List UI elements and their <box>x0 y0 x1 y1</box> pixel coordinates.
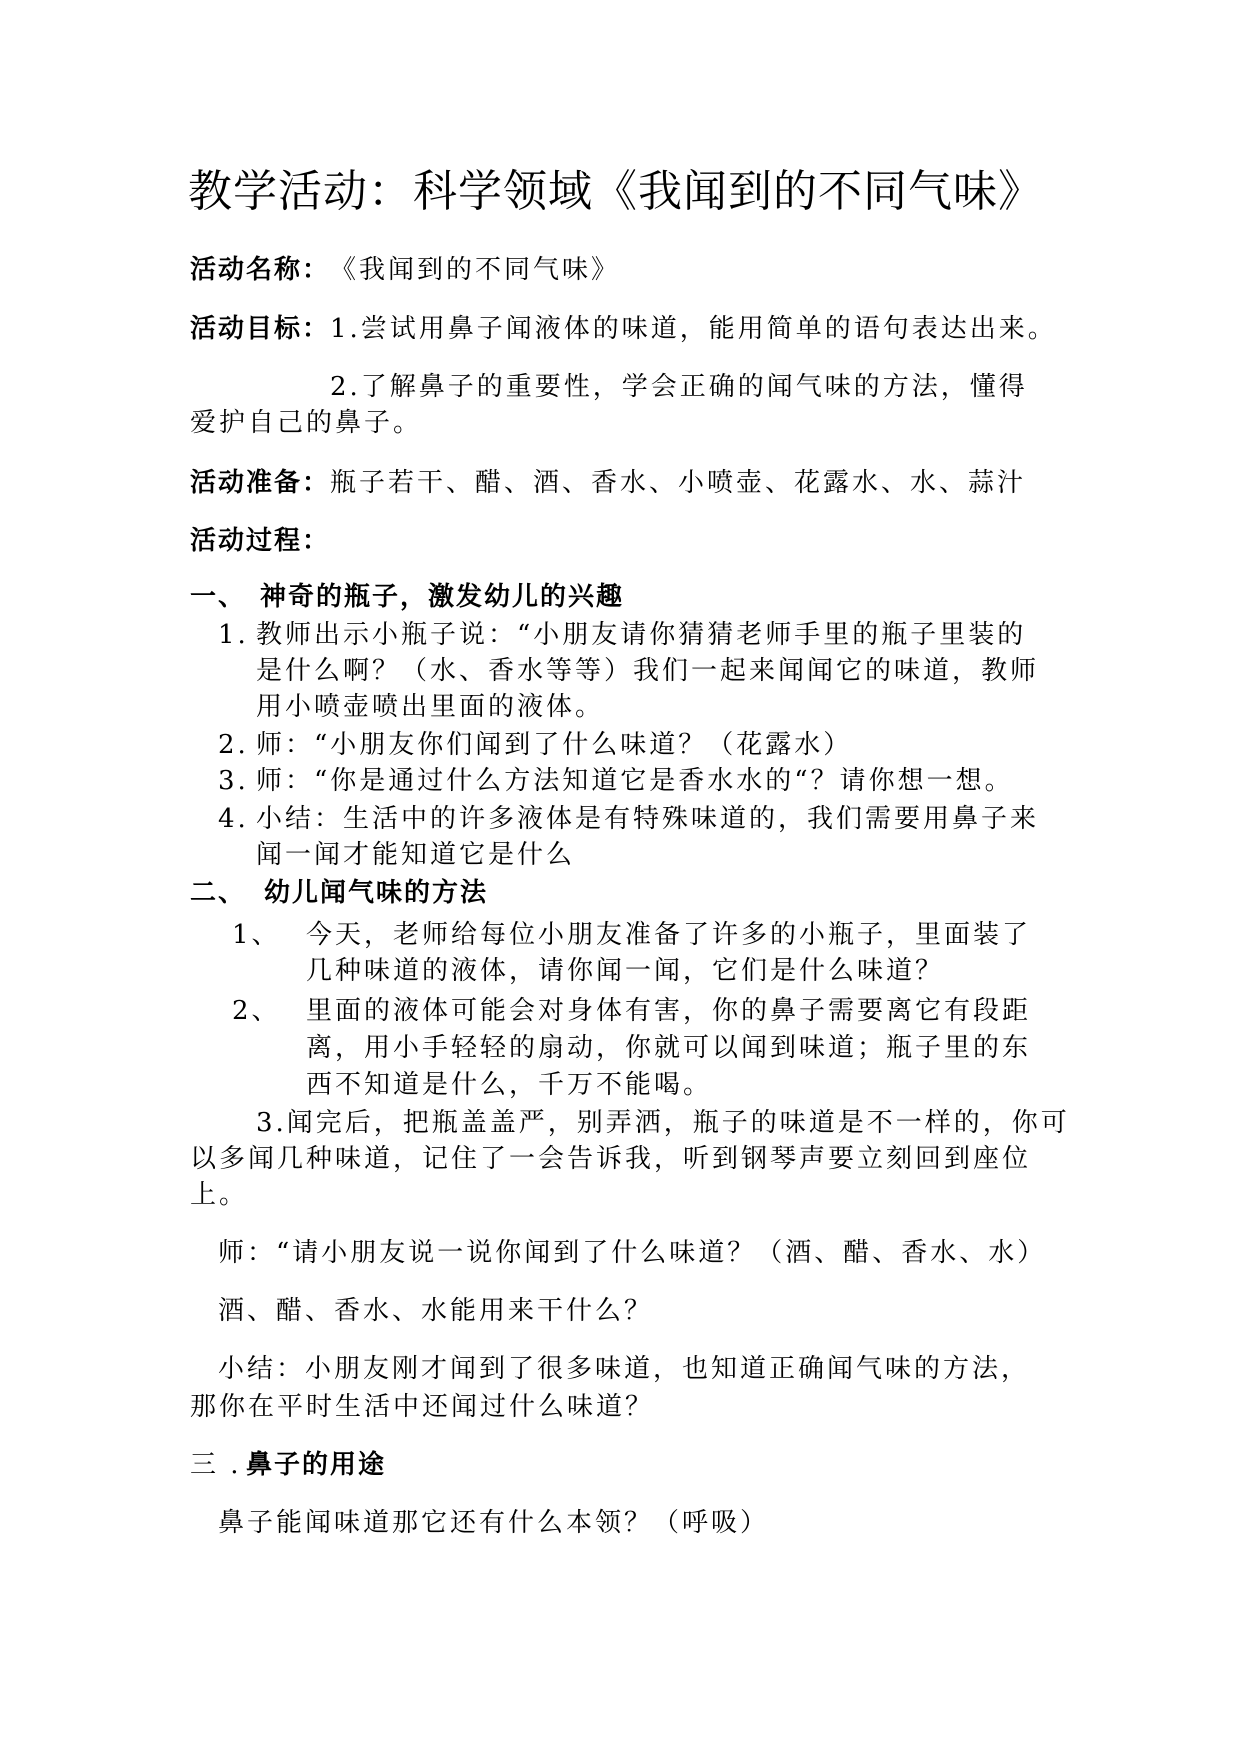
activity-goal-1: 1.尝试用鼻子闻液体的味道，能用简单的语句表达出来。 <box>330 314 1057 344</box>
activity-name-value: 《我闻到的不同气味》 <box>330 255 621 285</box>
section-1-item-1-line-1: 教师出示小瓶子说：“小朋友请你猜猜老师手里的瓶子里装的 <box>256 620 1027 650</box>
activity-prep-label: 活动准备： <box>190 468 331 498</box>
section-2-item-2-line-1: 里面的液体可能会对身体有害，你的鼻子需要离它有段距 <box>306 996 1032 1026</box>
section-1-item-4-number: 4. <box>218 804 249 834</box>
section-2-para-3-line-3: 上。 <box>190 1180 249 1210</box>
section-2-item-2-line-2: 离，用小手轻轻的扇动，你就可以闻到味道；瓶子里的东 <box>306 1033 1032 1063</box>
section-2-question-1: 师：“请小朋友说一说你闻到了什么味道？（酒、醋、香水、水） <box>218 1238 1047 1268</box>
activity-process-label: 活动过程： <box>190 526 331 556</box>
section-1-item-2-number: 2. <box>218 730 249 760</box>
section-2-item-1-line-2: 几种味道的液体，请你闻一闻，它们是什么味道？ <box>306 956 945 986</box>
section-1-item-1-line-2: 是什么啊？（水、香水等等）我们一起来闻闻它的味道，教师 <box>256 656 1040 686</box>
activity-goal-label: 活动目标： <box>190 314 331 344</box>
activity-goal-2-line-2: 爱护自己的鼻子。 <box>190 408 423 438</box>
page-title: 教学活动：科学领域《我闻到的不同气味》 <box>188 166 1043 217</box>
section-3-question: 鼻子能闻味道那它还有什么本领？（呼吸） <box>218 1508 770 1538</box>
section-2-item-1-line-1: 今天，老师给每位小朋友准备了许多的小瓶子，里面装了 <box>306 920 1032 950</box>
section-1-title: 神奇的瓶子，激发幼儿的兴趣 <box>260 582 625 612</box>
section-2-item-2-line-3: 西不知道是什么，千万不能喝。 <box>306 1070 713 1100</box>
section-2-summary-line-2: 那你在平时生活中还闻过什么味道？ <box>190 1392 655 1422</box>
activity-name-label: 活动名称： <box>190 255 331 285</box>
section-3-title: 鼻子的用途 <box>246 1450 387 1480</box>
section-1-item-1-number: 1. <box>218 620 249 650</box>
section-2-summary-line-1: 小结：小朋友刚才闻到了很多味道，也知道正确闻气味的方法， <box>218 1354 1031 1384</box>
section-2-question-2: 酒、醋、香水、水能用来干什么？ <box>218 1296 654 1326</box>
section-2-para-3-line-1: 3.闻完后，把瓶盖盖严，别弄洒，瓶子的味道是不一样的，你可 <box>256 1108 1070 1138</box>
section-2-item-1-number: 1、 <box>232 920 281 950</box>
section-2-title: 幼儿闻气味的方法 <box>264 878 489 908</box>
activity-prep-value: 瓶子若干、醋、酒、香水、小喷壶、花露水、水、蒜汁 <box>330 468 1027 498</box>
section-2-para-3-line-2: 以多闻几种味道，记住了一会告诉我，听到钢琴声要立刻回到座位 <box>190 1144 1032 1174</box>
section-1-item-3: 师：“你是通过什么方法知道它是香水水的“？请你想一想。 <box>256 766 1014 796</box>
section-1-item-2: 师：“小朋友你们闻到了什么味道？（花露水） <box>256 730 853 760</box>
section-3-number: 三 . <box>190 1450 242 1480</box>
section-1-item-1-line-3: 用小喷壶喷出里面的液体。 <box>256 692 605 722</box>
section-1-item-4-line-2: 闻一闻才能知道它是什么 <box>256 840 576 870</box>
section-1-number: 一、 <box>190 582 247 612</box>
section-1-item-4-line-1: 小结：生活中的许多液体是有特殊味道的，我们需要用鼻子来 <box>256 804 1040 834</box>
activity-goal-2-line-1: 2.了解鼻子的重要性，学会正确的闻气味的方法，懂得 <box>330 372 1028 402</box>
section-2-number: 二、 <box>190 878 247 908</box>
section-2-item-2-number: 2、 <box>232 996 281 1026</box>
section-1-item-3-number: 3. <box>218 766 249 796</box>
